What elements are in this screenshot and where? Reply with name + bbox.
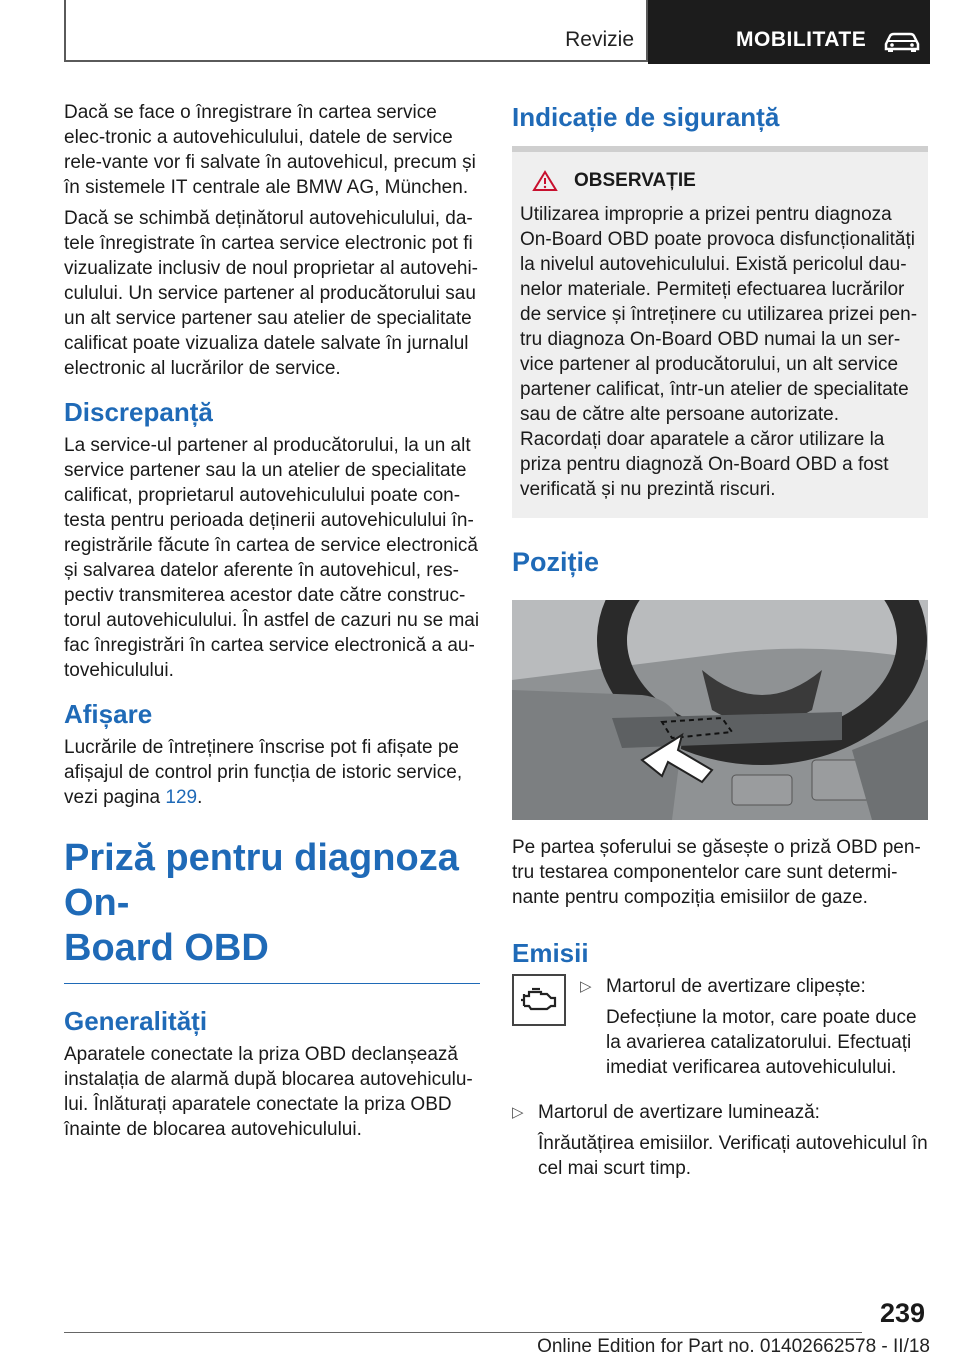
left-column (64, 100, 480, 1148)
heading-pozitie: Poziție (512, 547, 600, 577)
page-link[interactable]: 129 (165, 787, 198, 808)
right-column (512, 100, 928, 1187)
list-item (580, 974, 928, 1005)
page-number: 239 (880, 1298, 926, 1328)
car-icon (882, 30, 922, 52)
bullet-text: Martorul de avertizare clipește: (606, 976, 866, 997)
paragraph-text: Lucrările de întreținere înscrise pot fi afișate pe afișajul de control prin funcția de istoric service, vezi pagina (64, 737, 463, 808)
paragraph: Dacă se schimbă deținătorul autovehiculului, da-tele înregistrate în cartea service electronic pot fi vizualizate inclusiv de noul proprietar al autovehi-culului. Un service partener al producătorului sau un alt service partener sau atelier de specialitate calificat poate vizualiza datele salvate în jurnalul electronic al lucrărilor de service. (64, 208, 479, 379)
bullet-detail: Defecțiune la motor, care poate duce la avarierea catalizatorului. Efectuați imediat verificarea autovehiculului. (606, 1007, 917, 1078)
chapter-title (64, 836, 480, 984)
heading-siguranta: Indicație de siguranță (512, 102, 780, 132)
bullet-icon: ▷ (580, 978, 592, 995)
chapter-title-line1: Priză pentru diagnoza On- (64, 837, 459, 924)
chapter-tab (648, 0, 930, 64)
bullet-icon: ▷ (512, 1104, 524, 1121)
section-tab (64, 0, 648, 62)
footer-edition: Online Edition for Part no. 01402662578 - II/18 (537, 1336, 930, 1357)
notice-text: Utilizarea improprie a prizei pentru diagnoza On-Board OBD poate provoca disfuncționalități la nivelul autovehiculului. Există pericolul dau-nelor materiale. Permiteți efectuarea lucrărilor de service și întreținere cu utilizarea prizei pen-tru diagnoza On-Board OBD numai la un ser-vice partener al producătorului, un alt service partener calificat, într-un atelier de specialitate sau de către alte persoane autorizate. Racordați doar aparatele a căror utilizare la priza pentru diagnoză On-Board OBD a fost verificată și nu prezintă riscuri. (520, 204, 918, 500)
footer-divider (64, 1332, 862, 1333)
chapter-tab-label: MOBILITATE (736, 28, 867, 51)
obd-location-image (512, 600, 928, 820)
notice-title: OBSERVAȚIE (574, 170, 696, 191)
bullet-detail: Înrăutățirea emisiilor. Verificați autovehiculul în cel mai scurt timp. (538, 1133, 928, 1179)
paragraph: Pe partea șoferului se găsește o priză OBD pen-tru testarea componentelor care sunt determi-nante pentru compoziția emisiilor de gaze. (512, 837, 921, 908)
paragraph: Aparatele conectate la priza OBD declanșează instalația de alarmă după blocarea autovehiculu-lui. Înlăturați aparatele conectate la priza OBD înainte de blocarea autovehiculului. (64, 1044, 473, 1140)
paragraph: Dacă se face o înregistrare în cartea service elec-tronic a autovehiculului, datele de service rele-vante vor fi salvate în autovehicul, precum și în sistemele IT centrale ale BMW AG, München. (64, 102, 476, 198)
section-tab-label: Revizie (565, 28, 634, 51)
paragraph (64, 735, 480, 810)
heading-afisare: Afișare (64, 699, 153, 729)
notice-bar (512, 146, 928, 152)
safety-notice (512, 146, 928, 518)
bullet-text: Martorul de avertizare luminează: (538, 1102, 820, 1123)
paragraph-end: . (197, 787, 203, 808)
emission-item-content (580, 974, 928, 1086)
paragraph: La service-ul partener al producătorului, la un alt service partener sau la un atelier de specialitate calificat, proprietarul autovehiculului poate con-testa pentru perioada deținerii autovehiculului în-registrările făcute în cartea de service electronică și salvarea datelor aferente în autovehicul, res-pectiv transmiterea acestor date către construc-torul autovehiculului. În astfel de cazuri nu se mai fac înregistrări în cartea service electronică a au-tovehiculului. (64, 435, 480, 681)
page-header (64, 0, 930, 64)
chapter-title-line2: Board OBD (64, 927, 269, 969)
engine-warning-icon (512, 974, 566, 1026)
heading-emisii: Emisii (512, 938, 589, 968)
heading-discrepanta: Discrepanță (64, 397, 213, 427)
list-item (512, 1100, 928, 1131)
heading-generalitati: Generalități (64, 1006, 208, 1036)
emission-item (512, 974, 928, 1086)
warning-icon (532, 170, 558, 192)
notice-header (520, 160, 920, 202)
